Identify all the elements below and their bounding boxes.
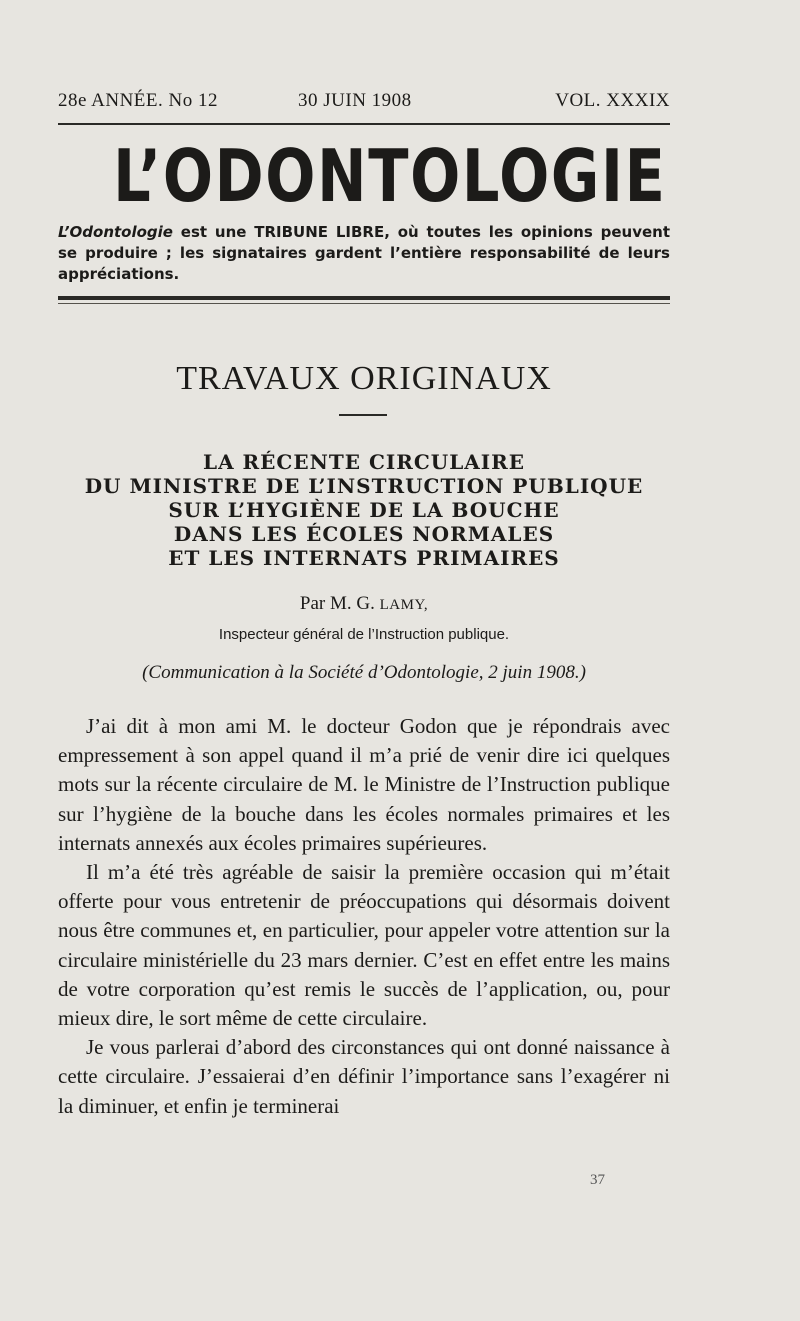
article-title-line: DU MINISTRE DE L’INSTRUCTION PUBLIQUE (84, 474, 644, 498)
header-rule (58, 123, 670, 125)
article-title-line: LA RÉCENTE CIRCULAIRE (203, 450, 525, 474)
body-paragraph: Je vous parlerai d’abord des circonstances qui ont donné naissance à cette circulaire. J’essaierai d’en définir l’importance sans l’exagérer ni la diminuer, et enfin je terminerai (58, 1035, 670, 1118)
author-line (58, 593, 670, 615)
thin-divider (58, 303, 670, 304)
page-number: 37 (590, 1172, 605, 1188)
article-title (58, 450, 670, 570)
section-title: TRAVAUX ORIGINAUX (176, 360, 552, 397)
thick-divider (58, 296, 670, 300)
article-title-line: DANS LES ÉCOLES NORMALES (173, 522, 555, 546)
body-paragraph: Il m’a été très agréable de saisir la première occasion qui m’était offerte pour vous entretenir de préoccupations qui désormais doivent nous être communes et, en particulier, pour appeler votre attention sur la circulaire ministérielle du 23 mars dernier. C’est en effet entre les mains de votre corporation qu’est remis le succès de l’application, ou, pour mieux dire, le sort même de cette circulaire. (58, 860, 670, 1031)
body-paragraph: J’ai dit à mon ami M. le docteur Godon que je répondrais avec empressement à son appel quand il m’a prié de venir dire ici quelques mots sur la récente circulaire de M. le Ministre de l’Instruction publique sur l’hygiène de la bouche dans les écoles normales primaires et les internats annexés aux écoles primaires supérieures. (58, 714, 670, 855)
article-title-line: SUR L’HYGIÈNE DE LA BOUCHE (168, 498, 560, 522)
author-role: Inspecteur général de l’Instruction publique. (218, 626, 510, 643)
communication-note: (Communication à la Société d’Odontologie, 2 juin 1908.) (142, 662, 586, 683)
journal-title: L’ODONTOLOGIE (113, 134, 667, 218)
article-title-line: ET LES INTERNATS PRIMAIRES (168, 546, 560, 570)
section-rule (339, 414, 387, 416)
issue-number: 28e ANNÉE. No 12 (58, 90, 218, 111)
article-body (58, 712, 670, 1121)
author-prefix: Par M. G. (299, 593, 380, 614)
tribune-statement (58, 222, 670, 285)
journal-name-italic: L’Odontologie (58, 223, 173, 241)
volume-number: VOL. XXXIX (555, 90, 670, 111)
tribune-text: est une TRIBUNE LIBRE, où toutes les opinions peuvent se produire ; les signataires gardent l’entière responsabilité de leurs appréciations. (58, 223, 670, 283)
author-name: LAMY, (379, 597, 429, 613)
issue-date: 30 JUIN 1908 (298, 90, 412, 111)
